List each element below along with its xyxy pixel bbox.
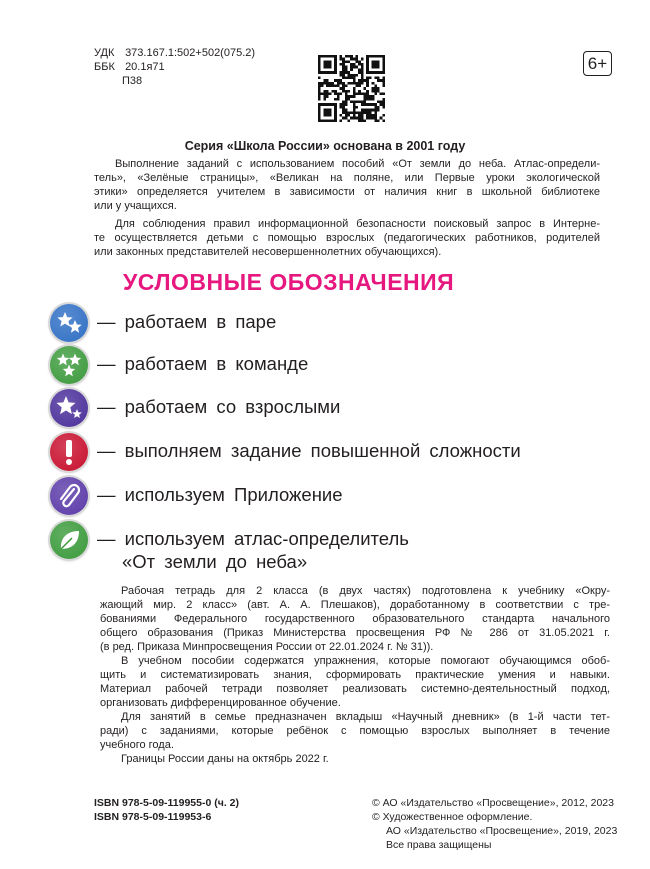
legend-label — [97, 352, 308, 375]
isbn-part: ISBN 978-5-09-119955-0 (ч. 2) — [94, 797, 240, 809]
text-line: этики» определяется учителем в зависимости от наличия книг в школьной библиотеке — [94, 186, 600, 198]
catalog-codes — [94, 46, 255, 88]
text-line: бованиями Федерального государственного образовательного стандарта начального — [100, 613, 610, 625]
legend-label — [97, 395, 340, 418]
isbn-block — [94, 796, 239, 824]
text-line: те осуществляется детьми с помощью взрослых (педагогических работников, родителей — [94, 232, 600, 244]
legend-label — [97, 483, 343, 506]
text-line: учебного года. — [100, 739, 174, 751]
text-line: ради) с заданиями, которые ребёнок с помощью взрослых выполняет в течение — [100, 725, 610, 737]
legend-label — [97, 439, 521, 462]
three-stars-icon — [50, 346, 88, 384]
text-line: тель», «Зелёные страницы», «Великан на поляне, или Первые уроки экологической — [94, 172, 600, 184]
text-line: общего образования (Приказ Министерства просвещения РФ № 286 от 31.05.2021 г. — [100, 627, 610, 639]
two-stars-icon — [50, 304, 88, 342]
big-small-star-icon — [50, 389, 88, 427]
bbk-value: 20.1я71 — [125, 61, 165, 73]
paragraph-3 — [100, 584, 610, 766]
legend-label-line: — работаем в команде — [97, 353, 309, 374]
isbn-set: ISBN 978-5-09-119953-6 — [94, 811, 212, 823]
legend-item — [50, 477, 343, 515]
text-line: Материал рабочей тетради позволяет реализовать системно-деятельностный подход, — [100, 683, 610, 695]
legend-item — [50, 346, 308, 384]
legend-label-line: — выполняем задание повышенной сложности — [97, 440, 521, 461]
legend-item — [50, 521, 409, 573]
exclamation-icon — [50, 433, 88, 471]
legend-label-line: — используем Приложение — [97, 484, 343, 505]
age-rating-badge: 6+ — [583, 51, 612, 76]
author-code: П38 — [122, 75, 143, 87]
copyright-line: © АО «Издательство «Просвещение», 2012, 2023 — [372, 797, 614, 809]
udk-label: УДК — [94, 47, 115, 59]
legend-label — [97, 310, 276, 333]
paragraph-1 — [94, 157, 600, 213]
copyright-line: © Художественное оформление. — [372, 811, 533, 823]
text-line: Для соблюдения правил информационной безопасности поисковый запрос в Интерне- — [115, 218, 600, 230]
paragraph-2 — [94, 217, 600, 259]
legend-item — [50, 304, 276, 342]
text-line: или у учащихся. — [94, 200, 177, 212]
qr-code[interactable] — [318, 55, 385, 122]
copyright-block — [372, 796, 617, 852]
text-line: организовать дифференцированное обучение. — [100, 697, 341, 709]
legend-item — [50, 433, 521, 471]
text-line: Выполнение заданий с использованием пособий «От земли до неба. Атлас-определи- — [115, 158, 600, 170]
legend-title: УСЛОВНЫЕ ОБОЗНАЧЕНИЯ — [123, 269, 455, 295]
legend-label-line: «От земли до неба» — [122, 551, 308, 572]
text-line: Границы России даны на октябрь 2022 г. — [121, 753, 329, 765]
copyright-line: Все права защищены — [386, 839, 492, 851]
legend-label-line: — работаем со взрослыми — [97, 396, 341, 417]
bbk-label: ББК — [94, 61, 115, 73]
text-line: В учебном пособии содержатся упражнения, которые помогают обучающимся обоб- — [121, 655, 610, 667]
series-title: Серия «Школа России» основана в 2001 году — [184, 139, 466, 153]
text-line: или законных представителей несовершеннолетних обучающихся). — [94, 246, 442, 258]
leaf-icon — [50, 521, 88, 559]
text-line: Рабочая тетрадь для 2 класса (в двух частях) подготовлена к учебнику «Окру- — [121, 585, 610, 597]
legend-item — [50, 389, 340, 427]
text-line: Для занятий в семье предназначен вкладыш «Научный дневник» (в 1-й части тет- — [121, 711, 610, 723]
text-line: (в ред. Приказа Минпросвещения России от 22.01.2024 г. № 31)). — [100, 641, 434, 653]
text-line: щить и систематизировать знания, сформировать практические умения и навыки. — [100, 669, 610, 681]
copyright-line: АО «Издательство «Просвещение», 2019, 2023 — [386, 825, 618, 837]
legend-label-line: — используем атлас-определитель — [97, 528, 409, 549]
paperclip-icon — [50, 477, 88, 515]
legend-label-line: — работаем в паре — [97, 311, 277, 332]
legend-label — [97, 527, 409, 573]
text-line: жающий мир. 2 класс» (авт. А. А. Плешаков), доработанному в соответствии с тре- — [100, 599, 610, 611]
udk-value: 373.167.1:502+502(075.2) — [125, 47, 256, 59]
